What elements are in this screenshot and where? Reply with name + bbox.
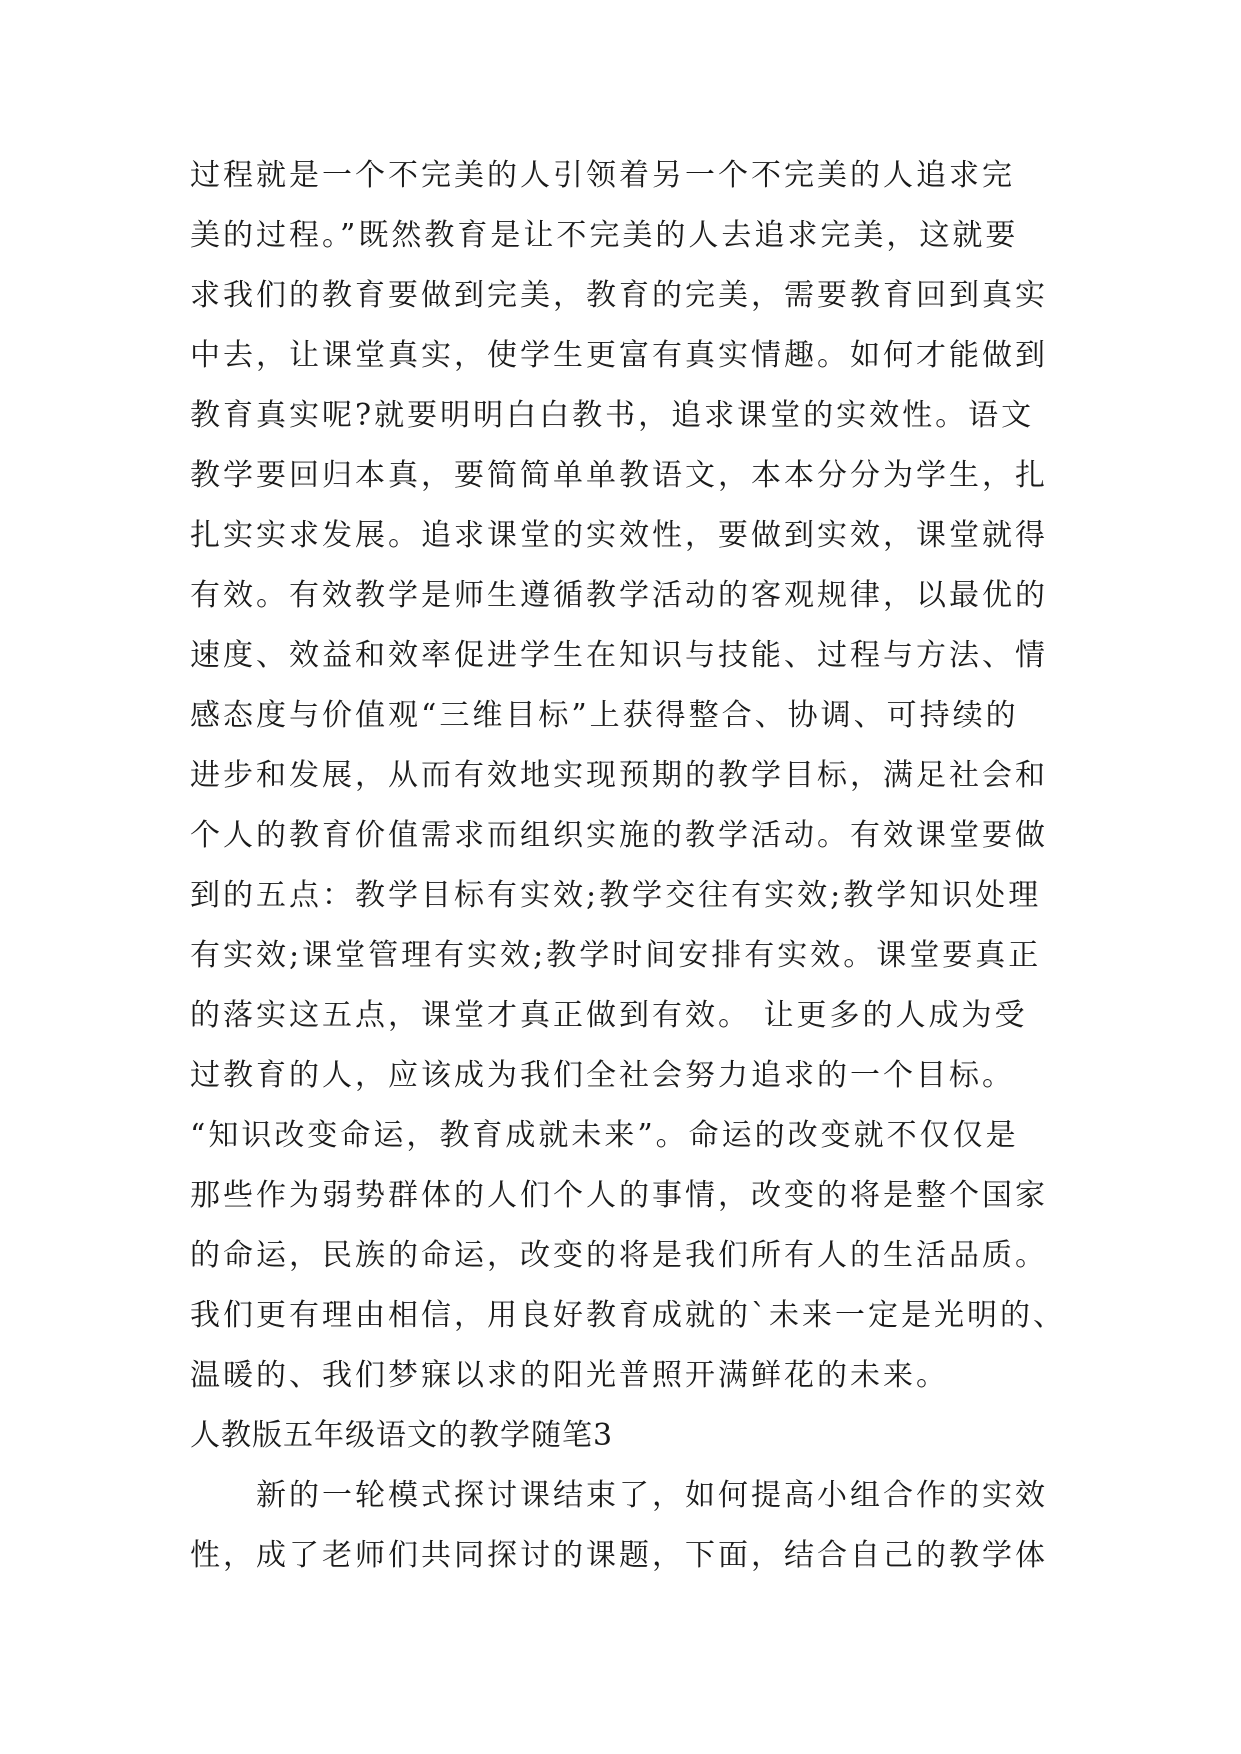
paragraph-line: 速度、效益和效率促进学生在知识与技能、过程与方法、情 bbox=[190, 638, 1048, 673]
paragraph-line: 新的一轮模式探讨课结束了，如何提高小组合作的实效 bbox=[256, 1478, 1048, 1513]
paragraph-line: 过程就是一个不完美的人引领着另一个不完美的人追求完 bbox=[190, 158, 1015, 193]
paragraph-line: 扎实实求发展。追求课堂的实效性，要做到实效，课堂就得 bbox=[190, 518, 1048, 553]
paragraph-line: 感态度与价值观“三维目标”上获得整合、协调、可持续的 bbox=[190, 698, 1019, 733]
paragraph-line: 进步和发展，从而有效地实现预期的教学目标，满足社会和 bbox=[190, 758, 1048, 793]
paragraph-line: 教育真实呢?就要明明白白教书，追求课堂的实效性。语文 bbox=[190, 398, 1035, 433]
paragraph-line: 有实效;课堂管理有实效;教学时间安排有实效。课堂要真正 bbox=[190, 938, 1042, 973]
paragraph-line: 求我们的教育要做到完美，教育的完美，需要教育回到真实 bbox=[190, 278, 1048, 313]
section-heading: 人教版五年级语文的教学随笔3 bbox=[190, 1418, 614, 1453]
paragraph-line: 美的过程。”既然教育是让不完美的人去追求完美，这就要 bbox=[190, 218, 1019, 253]
paragraph-line: 个人的教育价值需求而组织实施的教学活动。有效课堂要做 bbox=[190, 818, 1048, 853]
paragraph-line: 过教育的人，应该成为我们全社会努力追求的一个目标。 bbox=[190, 1058, 1015, 1093]
paragraph-line: 有效。有效教学是师生遵循教学活动的客观规律，以最优的 bbox=[190, 578, 1048, 613]
paragraph-line: 教学要回归本真，要简简单单教语文，本本分分为学生，扎 bbox=[190, 458, 1048, 493]
paragraph-line: 的命运，民族的命运，改变的将是我们所有人的生活品质。 bbox=[190, 1238, 1048, 1273]
paragraph-line: 中去，让课堂真实，使学生更富有真实情趣。如何才能做到 bbox=[190, 338, 1048, 373]
paragraph-line: 到的五点：教学目标有实效;教学交往有实效;教学知识处理 bbox=[190, 878, 1042, 913]
paragraph-line: 那些作为弱势群体的人们个人的事情，改变的将是整个国家 bbox=[190, 1178, 1048, 1213]
paragraph-line: 的落实这五点，课堂才真正做到有效。 让更多的人成为受 bbox=[190, 998, 1028, 1033]
paragraph-line: 性，成了老师们共同探讨的课题，下面，结合自己的教学体 bbox=[190, 1538, 1048, 1573]
paragraph-line: 温暖的、我们梦寐以求的阳光普照开满鲜花的未来。 bbox=[190, 1358, 949, 1393]
paragraph-line: “知识改变命运，教育成就未来”。命运的改变就不仅仅是 bbox=[190, 1118, 1019, 1153]
paragraph-line: 我们更有理由相信，用良好教育成就的`未来一定是光明的、 bbox=[190, 1298, 1066, 1333]
document-text bbox=[190, 146, 1070, 1586]
